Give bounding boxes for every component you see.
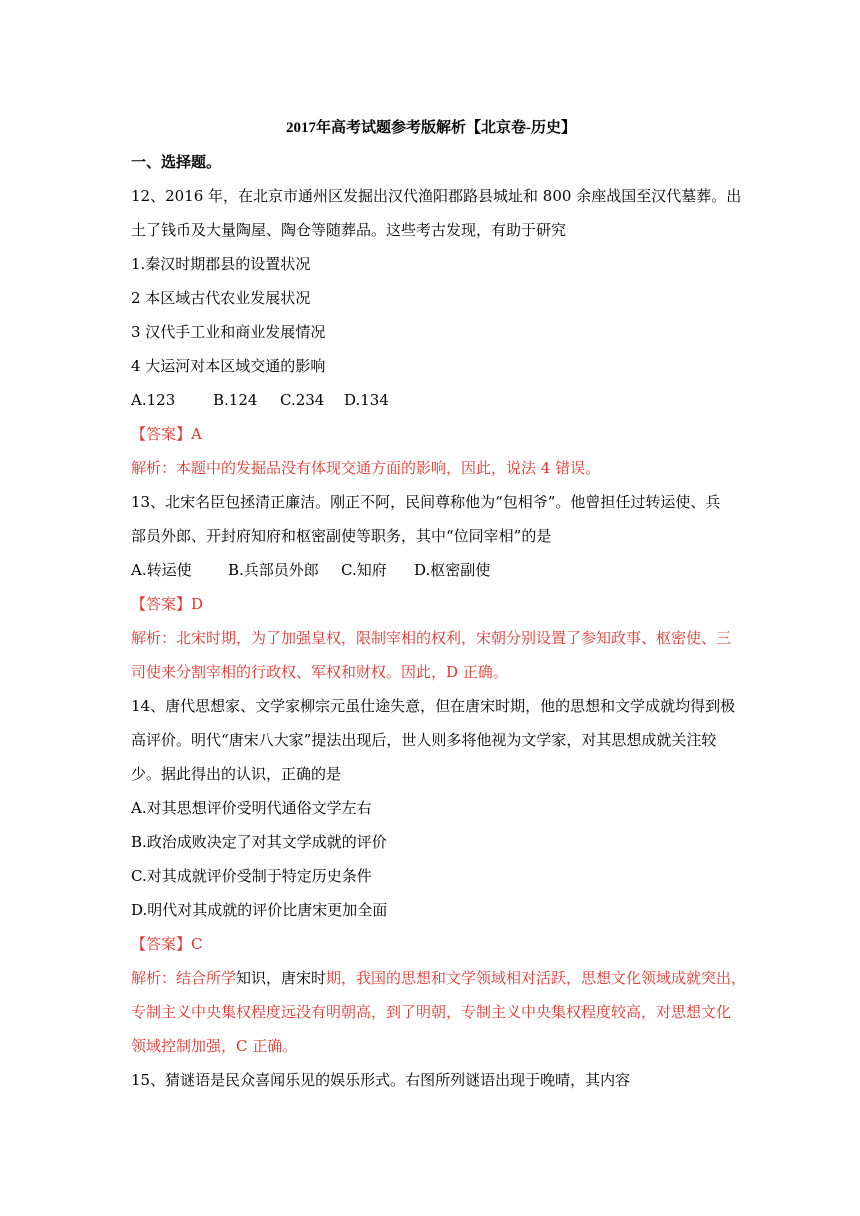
section-heading: 一、选择题。 [131, 153, 222, 171]
q13-option-d: D.枢密副使 [414, 561, 491, 579]
q14-option-b: B.政治成败决定了对其文学成就的评价 [131, 833, 387, 851]
q14-option-a: A.对其思想评价受明代通俗文学左右 [131, 799, 372, 817]
q14-stem-line3: 少。据此得出的认识，正确的是 [131, 765, 342, 783]
q12-item-4: 4 大运河对本区域交通的影响 [131, 357, 326, 375]
q14-answer: 【答案】C [131, 935, 203, 953]
q13-option-a: A.转运使 [131, 561, 192, 579]
q12-option-d: D.134 [344, 391, 389, 409]
q12-stem-line2: 土了钱币及大量陶屋、陶仓等随葬品。这些考古发现，有助于研究 [131, 221, 567, 239]
q14-analysis-part3: 期，我国的思想和文学领域相对活跃，思想文化领域成就突出， [326, 969, 747, 987]
q14-analysis-part2: 知识，唐宋时 [236, 969, 327, 987]
q12-item-2: 2 本区域古代农业发展状况 [131, 289, 311, 307]
q12-answer: 【答案】A [131, 425, 202, 443]
q14-stem-line1: 14、唐代思想家、文学家柳宗元虽仕途失意，但在唐宋时期，他的思想和文学成就均得到极 [131, 697, 736, 715]
q13-answer: 【答案】D [131, 595, 204, 613]
q13-option-b: B.兵部员外郎 [228, 561, 319, 579]
q12-option-b: B.124 [213, 391, 258, 409]
q12-options [131, 383, 731, 417]
q14-analysis-line2: 专制主义中央集权程度远没有明朝高，到了明朝，专制主义中央集权程度较高，对思想文化 [131, 1003, 732, 1021]
q14-analysis-part1: 解析：结合所学 [131, 969, 237, 987]
q13-options [131, 553, 731, 587]
q13-stem-line1: 13、北宋名臣包拯清正廉洁。刚正不阿，民间尊称他为“包相爷”。他曾担任过转运使、兵 [131, 493, 721, 511]
q13-analysis-line2: 司使来分割宰相的行政权、军权和财权。因此，D 正确。 [131, 663, 508, 681]
q12-item-1: 1.秦汉时期郡县的设置状况 [131, 255, 311, 273]
q14-option-c: C.对其成就评价受制于特定历史条件 [131, 867, 372, 885]
q14-analysis-line1 [131, 961, 747, 995]
q12-option-a: A.123 [131, 391, 176, 409]
q13-analysis-line1: 解析：北宋时期，为了加强皇权，限制宰相的权利，宋朝分别设置了参知政事、枢密使、三 [131, 629, 732, 647]
q14-analysis-line3: 领域控制加强，C 正确。 [131, 1037, 298, 1055]
document-body [131, 111, 747, 1097]
document-title: 2017年高考试题参考版解析【北京卷-历史】 [286, 120, 576, 136]
q12-stem-line1: 12、2016 年，在北京市通州区发掘出汉代渔阳郡路县城址和 800 余座战国至汉代墓葬。出 [131, 187, 742, 205]
q15-stem-line1: 15、猜谜语是民众喜闻乐见的娱乐形式。右图所列谜语出现于晚晴，其内容 [131, 1071, 631, 1089]
q13-option-c: C.知府 [341, 561, 387, 579]
q14-stem-line2: 高评价。明代“唐宋八大家”提法出现后，世人则多将他视为文学家，对其思想成就关注较 [131, 731, 717, 749]
q12-analysis: 解析：本题中的发掘品没有体现交通方面的影响，因此，说法 4 错误。 [131, 459, 601, 477]
q13-stem-line2: 部员外郎、开封府知府和枢密副使等职务，其中“位同宰相”的是 [131, 527, 552, 545]
q14-option-d: D.明代对其成就的评价比唐宋更加全面 [131, 901, 388, 919]
q12-option-c: C.234 [280, 391, 325, 409]
q12-item-3: 3 汉代手工业和商业发展情况 [131, 323, 326, 341]
